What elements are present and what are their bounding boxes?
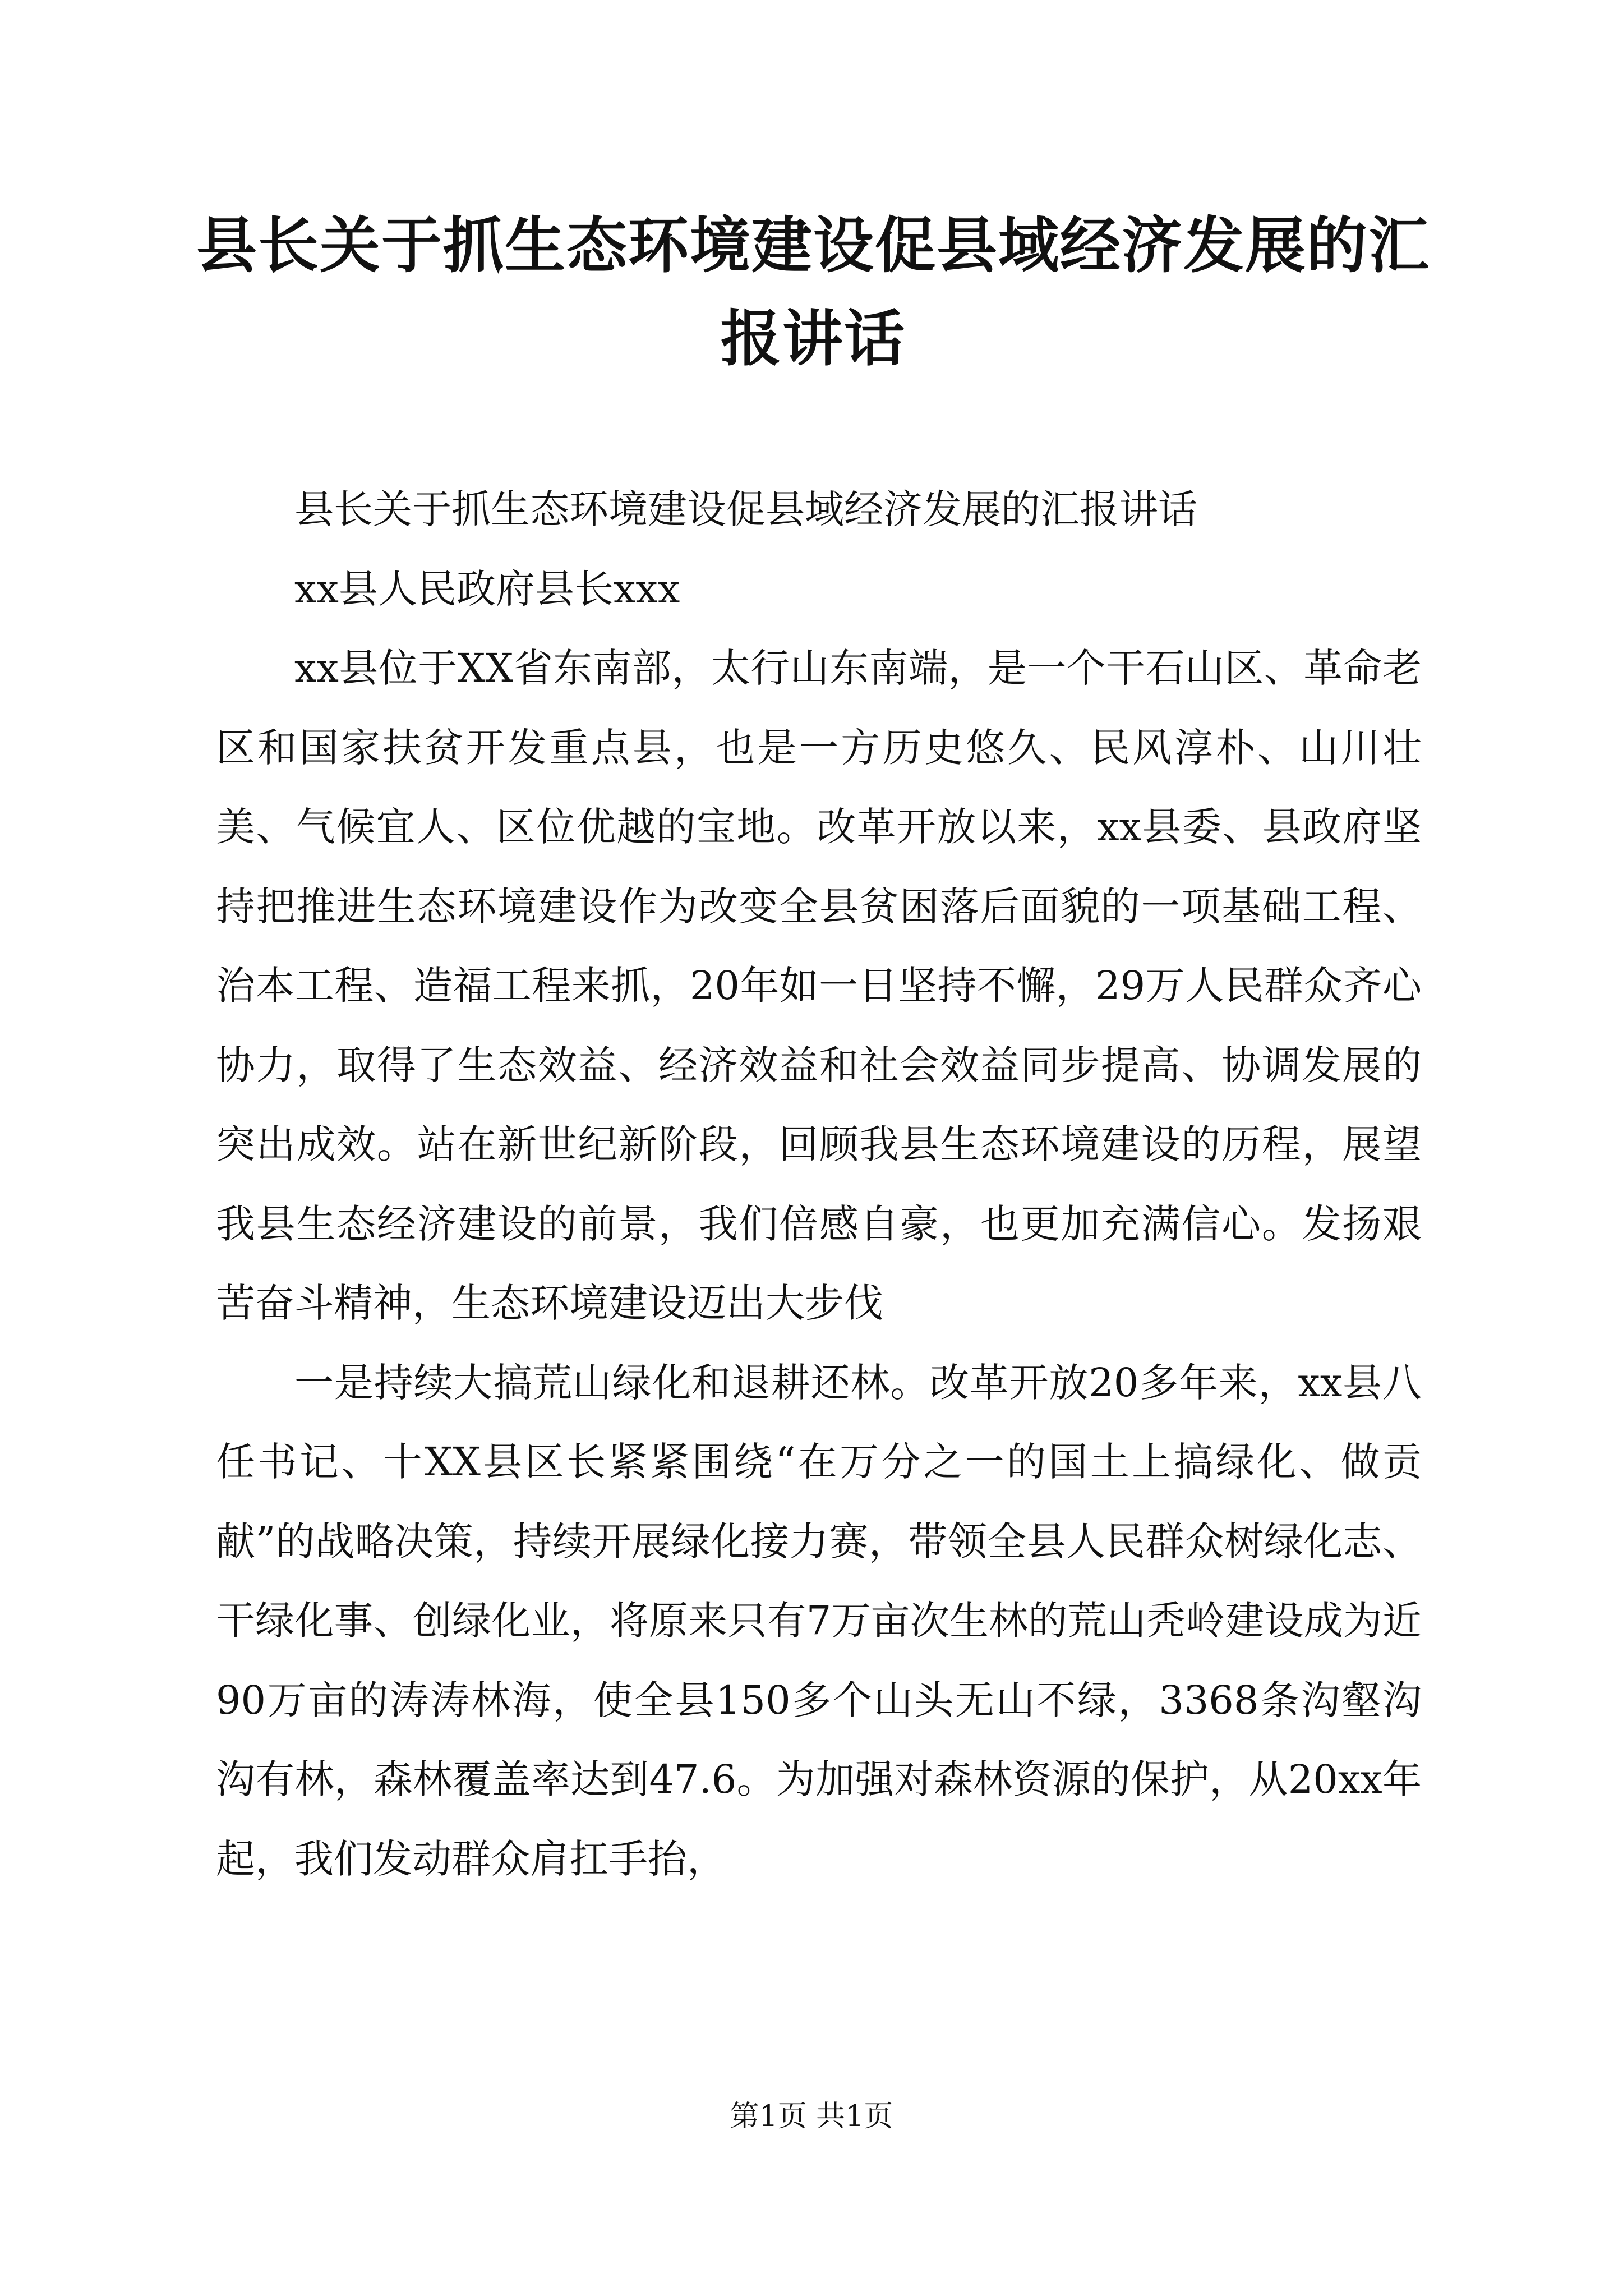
section-one-paragraph: 一是持续大搞荒山绿化和退耕还林。改革开放20多年来，xx县八任书记、十XX县区长紧紧围绕“在万分之一的国土上搞绿化、做贡献”的战略决策，持续开展绿化接力赛，带领全县人民群众树绿化志、干绿化事、创绿化业，将原来只有7万亩次生林的荒山秃岭建设成为近90万亩的涛涛林海，使全县150多个山头无山不绿，3368条沟壑沟沟有林，森林覆盖率达到47.6。为加强对森林资源的保护，从20xx年起，我们发动群众肩扛手抬， [216,1359,1422,1882]
subtitle-paragraph: 县长关于抓生态环境建设促县域经济发展的汇报讲话 [294,486,1197,532]
document-body [216,470,1422,1899]
page-footer: 第1页 共1页 [730,2100,893,2133]
intro-paragraph: xx县位于XX省东南部，太行山东南端，是一个干石山区、革命老区和国家扶贫开发重点县，也是一方历史悠久、民风淳朴、山川壮美、气候宜人、区位优越的宝地。改革开放以来，xx县委、县政府坚持把推进生态环境建设作为改变全县贫困落后面貌的一项基础工程、治本工程、造福工程来抓，20年如一日坚持不懈，29万人民群众齐心协力，取得了生态效益、经济效益和社会效益同步提高、协调发展的突出成效。站在新世纪新阶段，回顾我县生态环境建设的历程，展望我县生态经济建设的前景，我们倍感自豪，也更加充满信心。发扬艰苦奋斗精神，生态环境建设迈出大步伐 [216,645,1422,1326]
author-paragraph: xx县人民政府县长xxx [294,565,680,612]
document-title: 县长关于抓生态环境建设促县域经济发展的汇报讲话 [196,210,1430,374]
